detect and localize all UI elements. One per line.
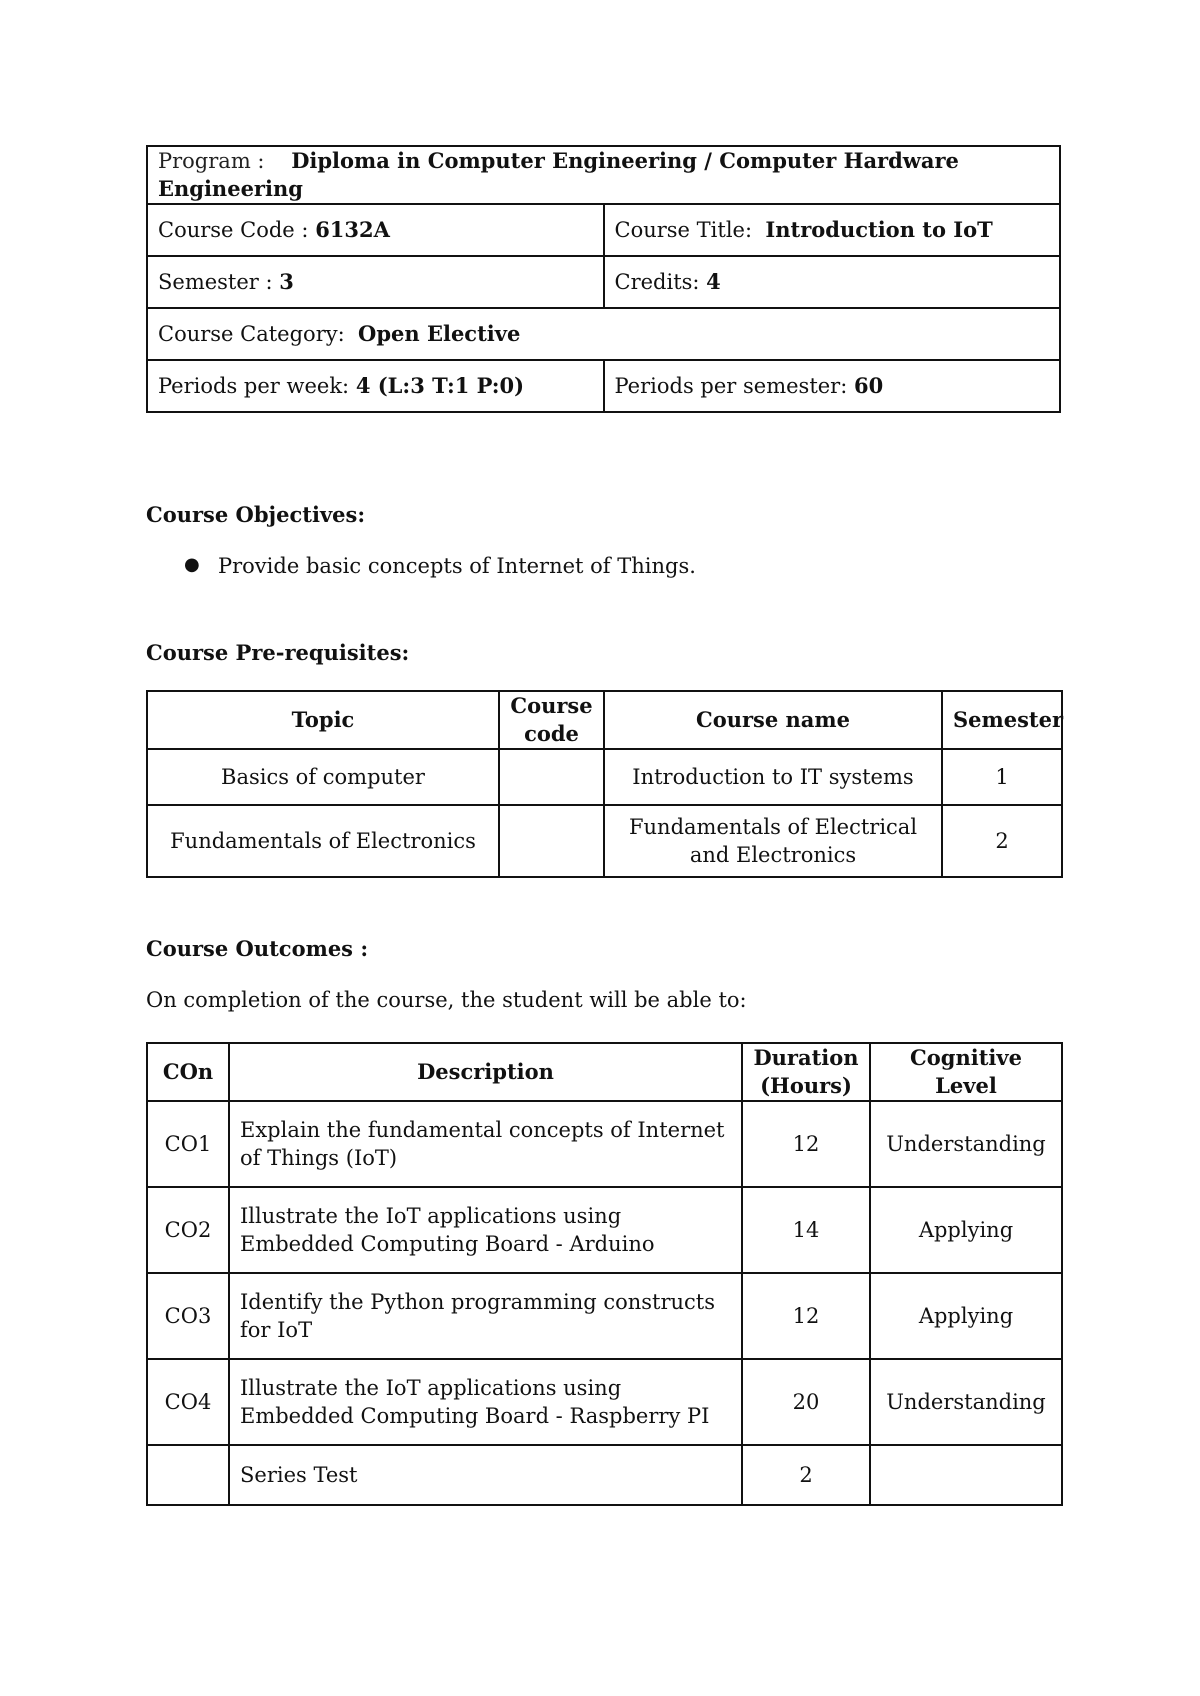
column-header-cognitive-level: Cognitive Level [870, 1043, 1062, 1101]
table-row [147, 1445, 1062, 1505]
course-title-cell [604, 204, 1061, 256]
periods-semester-label: Periods per semester: [614, 374, 848, 398]
cell-cognitive-level: Applying [870, 1187, 1062, 1273]
cell-duration: 12 [742, 1101, 870, 1187]
periods-semester-value: 60 [853, 373, 884, 398]
program-value: Diploma in Computer Engineering / Computer Hardware Engineering [158, 148, 959, 201]
cell-con: CO4 [147, 1359, 229, 1445]
periods-week-value: 4 (L:3 T:1 P:0) [355, 373, 525, 398]
cell-cognitive-level: Applying [870, 1273, 1062, 1359]
category-label: Course Category: [158, 322, 345, 346]
table-row [147, 749, 1062, 805]
course-title-label: Course Title: [614, 218, 753, 242]
column-header-topic: Topic [147, 691, 499, 749]
table-row [147, 1101, 1062, 1187]
prerequisites-heading: Course Pre-requisites: [146, 640, 410, 665]
cell-duration: 20 [742, 1359, 870, 1445]
table-row [147, 1187, 1062, 1273]
cell-semester: 1 [942, 749, 1062, 805]
semester-value: 3 [279, 269, 294, 294]
objectives-list [180, 554, 696, 578]
course-code-label: Course Code : [158, 218, 309, 242]
table-row [147, 1359, 1062, 1445]
cell-course-name: Fundamentals of Electrical and Electronics [604, 805, 942, 877]
program-label: Program : [158, 149, 265, 173]
category-cell [147, 308, 1060, 360]
cell-description: Identify the Python programming constructs for IoT [229, 1273, 742, 1359]
cell-course-code [499, 805, 604, 877]
cell-cognitive-level: Understanding [870, 1101, 1062, 1187]
cell-con: CO3 [147, 1273, 229, 1359]
cell-cognitive-level: Understanding [870, 1359, 1062, 1445]
column-header-semester: Semester [942, 691, 1062, 749]
course-info-table [146, 145, 1061, 413]
cell-description: Illustrate the IoT applications using Embedded Computing Board - Arduino [229, 1187, 742, 1273]
cell-con: CO1 [147, 1101, 229, 1187]
cell-con: CO2 [147, 1187, 229, 1273]
periods-week-label: Periods per week: [158, 374, 350, 398]
cell-course-code [499, 749, 604, 805]
cell-description: Explain the fundamental concepts of Internet of Things (IoT) [229, 1101, 742, 1187]
outcomes-intro: On completion of the course, the student will be able to: [146, 988, 747, 1012]
credits-label: Credits: [614, 270, 700, 294]
column-header-duration: Duration (Hours) [742, 1043, 870, 1101]
outcomes-heading: Course Outcomes : [146, 936, 369, 961]
course-code-cell [147, 204, 604, 256]
semester-cell [147, 256, 604, 308]
bullet-icon: ● [184, 554, 200, 575]
cell-topic: Fundamentals of Electronics [147, 805, 499, 877]
program-cell [147, 146, 1060, 204]
table-row [147, 1273, 1062, 1359]
course-code-value: 6132A [315, 217, 390, 242]
semester-label: Semester : [158, 270, 273, 294]
course-title-value: Introduction to IoT [765, 217, 993, 242]
category-value: Open Elective [358, 321, 521, 346]
cell-duration: 12 [742, 1273, 870, 1359]
column-header-course-code: Course code [499, 691, 604, 749]
objective-text: Provide basic concepts of Internet of Things. [218, 554, 696, 578]
periods-week-cell [147, 360, 604, 412]
periods-semester-cell [604, 360, 1061, 412]
cell-cognitive-level [870, 1445, 1062, 1505]
cell-duration: 14 [742, 1187, 870, 1273]
cell-description: Illustrate the IoT applications using Embedded Computing Board - Raspberry PI [229, 1359, 742, 1445]
list-item [180, 554, 696, 578]
column-header-course-name: Course name [604, 691, 942, 749]
cell-course-name: Introduction to IT systems [604, 749, 942, 805]
cell-duration: 2 [742, 1445, 870, 1505]
credits-cell [604, 256, 1061, 308]
column-header-description: Description [229, 1043, 742, 1101]
outcomes-table [146, 1042, 1063, 1506]
credits-value: 4 [706, 269, 721, 294]
column-header-con: COn [147, 1043, 229, 1101]
objectives-heading: Course Objectives: [146, 502, 366, 527]
cell-description: Series Test [229, 1445, 742, 1505]
table-row [147, 805, 1062, 877]
cell-topic: Basics of computer [147, 749, 499, 805]
cell-con [147, 1445, 229, 1505]
prerequisites-table [146, 690, 1063, 878]
cell-semester: 2 [942, 805, 1062, 877]
